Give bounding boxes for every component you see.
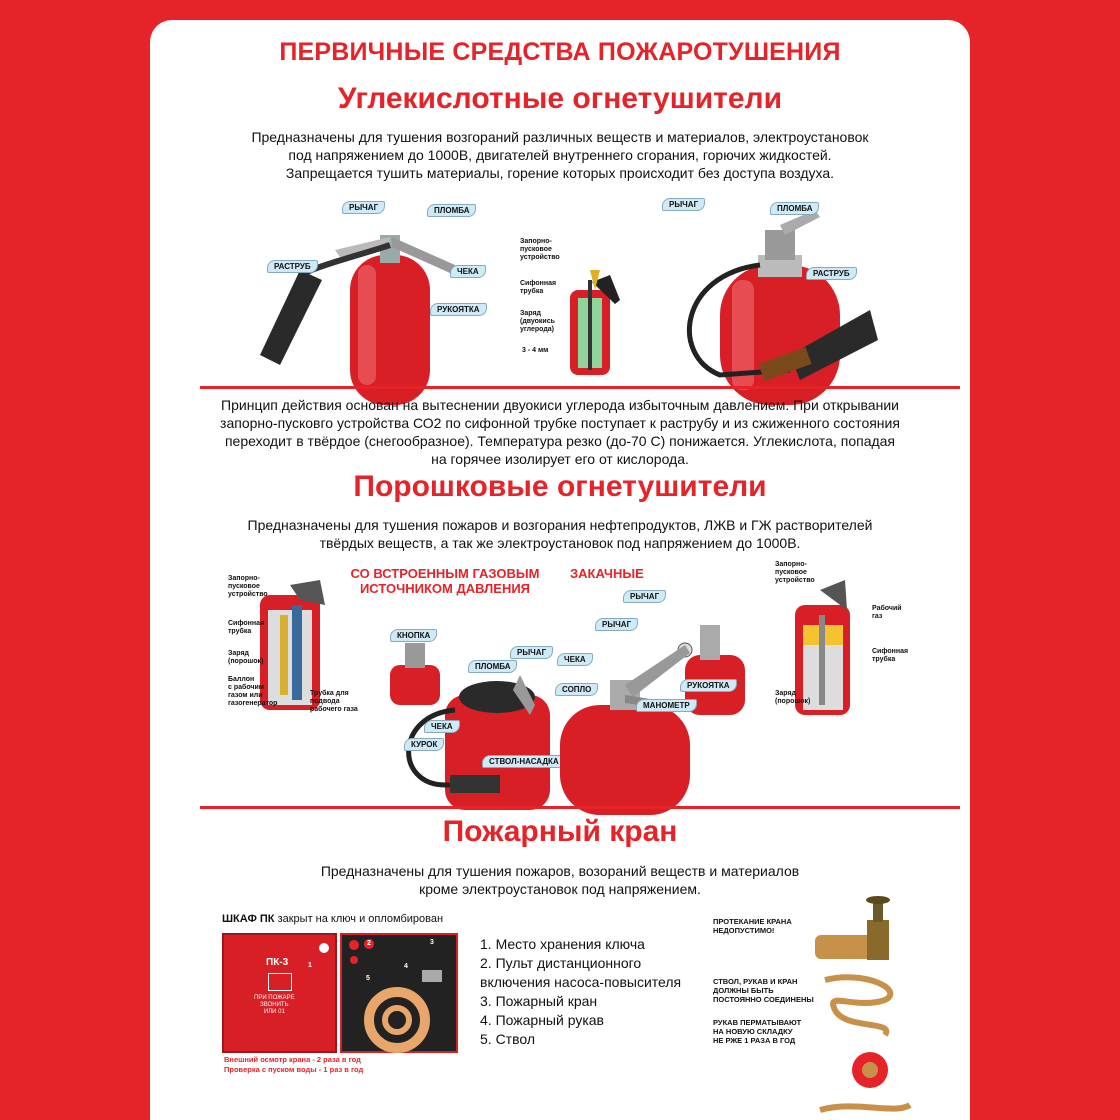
callout-horn-2: РАСТРУБ [806,267,857,280]
callout-seal-2: ПЛОМБА [770,202,819,215]
marker-1: 1 [308,962,312,969]
hose-reel-icon [268,973,292,991]
legend-item: 5. Ствол [480,1031,536,1047]
co2-principle-text: Принцип действия основан на вытеснении двуокиси углерода избыточным давлением. При открывании запорно-пусковго устройства СО2 по сифонной трубке поступает к раструбу и из сжиженного состояния переходит в твёрдое (снегообразное). Температура резко (до-70 С) понижается. Углекислота, попадая на горячее изолирует его от кислорода. [220,397,900,467]
section-powder-description: Предназначены для тушения пожаров и возгорания нефтепродуктов, ЛЖВ и ГЖ растворителей твёрдых веществ, а так же электроустановок под напряжением до 1000В. [247,517,873,551]
callout-seal: ПЛОМБА [427,204,476,217]
co2-extinguisher-right-illustration [640,205,880,400]
legend-item: включения насоса-повысителя [480,974,682,990]
callout-lever: РЫЧАГ [342,201,385,214]
powder-right-label-charge: Заряд (порошок) [775,690,811,705]
callout-stored-pin: ЧЕКА [557,653,593,666]
cabinet-caption: ШКАФ ПК закрыт на ключ и опломбирован [222,913,444,925]
legend-item: 1. Место хранения ключа [480,936,645,952]
note-connected: СТВОЛ, РУКАВ И КРАН ДОЛЖНЫ БЫТЬ ПОСТОЯННО СОЕДИНЕНЫ [713,977,814,1004]
callout-powder-lever: РЫЧАГ [510,646,553,659]
marker-3: 3 [430,939,434,946]
divider-2 [200,806,960,809]
callout-stored-lever: РЫЧАГ [595,618,638,631]
callout-powder-seal: ПЛОМБА [468,660,517,673]
legend-item: 3. Пожарный кран [480,993,598,1009]
callout-trigger: КУРОК [404,738,444,751]
hydrant-legend-list [480,935,681,1049]
page-title: ПЕРВИЧНЫЕ СРЕДСТВА ПОЖАРОТУШЕНИЯ [279,38,841,66]
co2-extinguisher-left-illustration [240,195,480,395]
callout-powder-pin: ЧЕКА [424,720,460,733]
cabinet-instruction: ПРИ ПОЖАРЕ ЗВОНИТЬ ИЛИ 01 [254,995,295,1015]
powder-left-label-tube: Трубка для подвода рабочего газа [310,690,358,713]
co2-cutaway-illustration [560,260,640,380]
callout-lever-2: РЫЧАГ [662,198,705,211]
cutaway-label-valve: Запорно- пусковое устройство [520,238,560,261]
callout-horn: РАСТРУБ [267,260,318,273]
callout-stored-lever-top: РЫЧАГ [623,590,666,603]
hydrant-cabinet-closed: ПК-3 ПРИ ПОЖАРЕ ЗВОНИТЬ ИЛИ 01 [222,933,337,1053]
note-refold: РУКАВ ПЕРМАТЫВАЮТ НА НОВУЮ СКЛАДКУ НЕ РЖЕ 1 РАЗА В ГОД [713,1018,802,1045]
legend-item: 2. Пульт дистанционного [480,955,642,971]
section-co2-title: Углекислотные огнетушители [337,82,783,115]
powder-left-label-charge: Заряд (порошок) [228,650,264,665]
callout-handle: РУКОЯТКА [430,303,487,316]
callout-nozzle: СОПЛО [555,683,598,696]
hose-coil-illustration [342,935,460,1055]
callout-stored-handle: РУКОЯТКА [680,679,737,692]
section-powder-title: Порошковые огнетушители [353,470,767,503]
legend-item: 4. Пожарный рукав [480,1012,604,1028]
note-leak: ПРОТЕКАНИЕ КРАНА НЕДОПУСТИМО! [713,917,792,935]
marker-5: 5 [366,975,370,982]
callout-button: КНОПКА [390,629,437,642]
label-stored-pressure: ЗАКАЧНЫЕ [570,566,644,581]
cutaway-label-charge: Заряд (двуокись углерода) [520,310,555,333]
label-built-in-gas: СО ВСТРОЕННЫМ ГАЗОВЫМ ИСТОЧНИКОМ ДАВЛЕНИЯ [350,566,540,596]
powder-right-label-valve: Запорно- пусковое устройство [775,561,815,584]
powder-left-label-cylinder: Баллон с рабочим газом или газогенератор [228,676,278,707]
cutaway-label-gap: 3 - 4 мм [522,347,549,354]
cutaway-label-siphon: Сифонная трубка [520,280,557,295]
hydrant-valve-and-hose-illustration [815,890,915,1120]
marker-4: 4 [404,963,408,970]
callout-gauge: МАНОМЕТР [636,699,697,712]
callout-pin: ЧЕКА [450,265,486,278]
key-lock-icon [319,943,329,953]
powder-left-label-siphon: Сифонная трубка [228,620,265,635]
section-hydrant-description: Предназначены для тушения пожаров, возораний веществ и материалов кроме электроустановок под напряжением. [320,863,800,897]
powder-right-label-gas: Рабочий газ [872,605,902,620]
powder-right-label-siphon: Сифонная трубка [872,648,909,663]
marker-2: 2 [364,939,374,949]
section-co2-description: Предназначены для тушения возгораний различных веществ и материалов, электроустановок под напряжением до 1000В, двигателей внутреннего сгорания, горючих жидкостей. Запрещается тушить материалы, горение которых происходит без доступа воздуха. [251,129,869,181]
divider-1 [200,386,960,389]
hydrant-cabinet-open [340,933,458,1053]
callout-nozzle-barrel: СТВОЛ-НАСАДКА [482,755,566,768]
section-hydrant-title: Пожарный кран [442,815,678,848]
powder-left-label-valve: Запорно- пусковое устройство [228,575,268,598]
inspection-note: Внешний осмотр крана - 2 раза в год Проверка с пуском воды - 1 раз в год [224,1055,364,1074]
poster-sheet [150,20,970,1120]
